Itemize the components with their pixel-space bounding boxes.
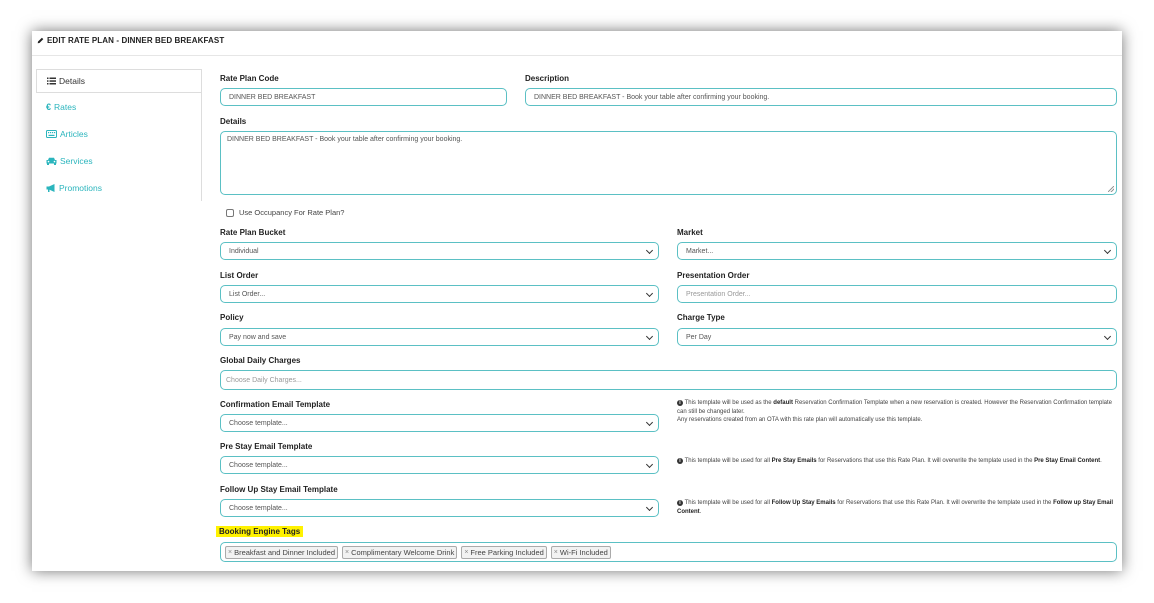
rate-plan-code-label: Rate Plan Code [220,74,279,83]
info-icon: i [677,500,683,506]
pre-stay-email-template-select[interactable] [220,456,659,474]
note-bold-text: Pre Stay Emails [771,458,817,464]
confirmation-email-template-label: Confirmation Email Template [220,400,331,409]
edit-rate-plan-panel [32,31,1122,571]
note-bold-text: default [773,400,793,406]
note-text: This template will be used for all [684,500,772,506]
note-text: This template will be used for all [684,458,772,464]
note-bold-text: Follow up Stay Email Content [677,500,1114,515]
bullhorn-icon [46,184,56,192]
sidebar-item-promotions[interactable] [36,176,201,200]
remove-tag-icon[interactable]: × [228,548,233,556]
pre-stay-email-template-value: Choose template... [229,461,288,469]
global-daily-charges-label: Global Daily Charges [220,356,301,365]
charge-type-select[interactable] [677,328,1117,346]
sidebar-item-label: Promotions [59,183,102,193]
keyboard-icon [46,130,57,138]
remove-tag-icon[interactable]: × [345,548,350,556]
confirmation-email-template-select[interactable] [220,414,659,432]
use-occupancy-row [226,208,344,217]
pencil-icon [37,37,44,44]
sidebar-item-services[interactable] [36,149,201,173]
details-label: Details [220,117,247,126]
sidebar-item-label: Articles [60,129,88,139]
tag-label: Wi-Fi Included [559,547,608,557]
tag-label: Breakfast and Dinner Included [234,547,335,557]
note-text: This template will be used as the [684,400,774,406]
policy-value: Pay now and save [229,333,287,341]
sidebar-item-articles[interactable] [36,122,201,146]
list-order-label: List Order [220,271,259,280]
market-select[interactable] [677,242,1117,260]
sidebar-item-label: Rates [54,102,77,112]
page-title [37,36,224,45]
car-icon [46,157,57,165]
tag-label: Complimentary Welcome Drink [351,547,455,557]
details-textarea[interactable] [220,131,1117,195]
details-text: DINNER BED BREAKFAST - Book your table after confirming your booking. [227,136,463,143]
note-text: for Reservations that use this Rate Plan. It will overwrite the template used in the [816,458,1035,464]
sidebar-item-details[interactable] [36,69,201,93]
remove-tag-icon[interactable]: × [464,548,469,556]
charge-type-value: Per Day [686,333,712,341]
use-occupancy-label: Use Occupancy For Rate Plan? [239,208,345,217]
confirmation-email-template-value: Choose template... [229,419,288,427]
charge-type-label: Charge Type [677,313,725,322]
use-occupancy-checkbox[interactable] [226,209,234,217]
list-order-select[interactable] [220,285,659,303]
sidebar-item-label: Services [60,156,93,166]
page-title-text: EDIT RATE PLAN - DINNER BED BREAKFAST [47,36,225,45]
description-label: Description [525,74,570,83]
tag-chip [461,546,546,559]
presentation-order-input[interactable]: Presentation Order... [677,285,1117,303]
info-icon: i [677,458,683,464]
description-input[interactable]: DINNER BED BREAKFAST - Book your table after confirming your booking. [525,88,1117,106]
rate-plan-bucket-select[interactable] [220,242,659,260]
policy-label: Policy [220,313,244,322]
note-bold-text: Follow Up Stay Emails [771,500,836,506]
note-text: . [1100,458,1102,464]
follow-up-stay-email-template-note [677,499,1117,516]
market-label: Market [677,228,703,237]
follow-up-stay-email-template-value: Choose template... [229,504,288,512]
euro-icon: € [46,102,52,112]
info-icon: i [677,400,683,406]
note-text: Any reservations created from an OTA with this rate plan will automatically use this template. [677,417,923,423]
sidebar-item-rates[interactable] [36,95,201,119]
note-text: Reservation Confirmation Template when a new reservation is created. However the Reservation Confirmation template can still be changed later. [677,400,1112,415]
booking-engine-tags-label: Booking Engine Tags [216,526,303,537]
sidebar [36,69,202,201]
confirmation-email-template-note [677,399,1117,425]
list-icon [47,77,56,85]
tag-chip [551,546,611,559]
policy-select[interactable] [220,328,659,346]
note-text: . [699,508,702,515]
follow-up-stay-email-template-select[interactable] [220,499,659,517]
rate-plan-bucket-label: Rate Plan Bucket [220,228,286,237]
sidebar-item-label: Details [59,76,85,86]
booking-engine-tags-input[interactable] [220,542,1117,562]
tag-chip [225,546,338,559]
rate-plan-code-input[interactable]: DINNER BED BREAKFAST [220,88,507,106]
note-text: for Reservations that use this Rate Plan. It will overwrite the template used in the [835,500,1054,506]
rate-plan-bucket-value: Individual [229,247,259,255]
remove-tag-icon[interactable]: × [553,548,558,556]
resize-handle-icon[interactable] [1108,186,1114,192]
pre-stay-email-template-label: Pre Stay Email Template [220,442,313,451]
tag-chip [342,546,457,559]
presentation-order-label: Presentation Order [677,271,750,280]
title-divider [32,55,1122,56]
market-value: Market... [686,247,714,255]
global-daily-charges-input[interactable]: Choose Daily Charges... [220,370,1117,390]
list-order-value: List Order... [229,290,266,298]
note-bold-text: Pre Stay Email Content [1034,458,1101,464]
tag-label: Free Parking Included [470,547,544,557]
pre-stay-email-template-note [677,457,1117,466]
follow-up-stay-email-template-label: Follow Up Stay Email Template [220,485,338,494]
